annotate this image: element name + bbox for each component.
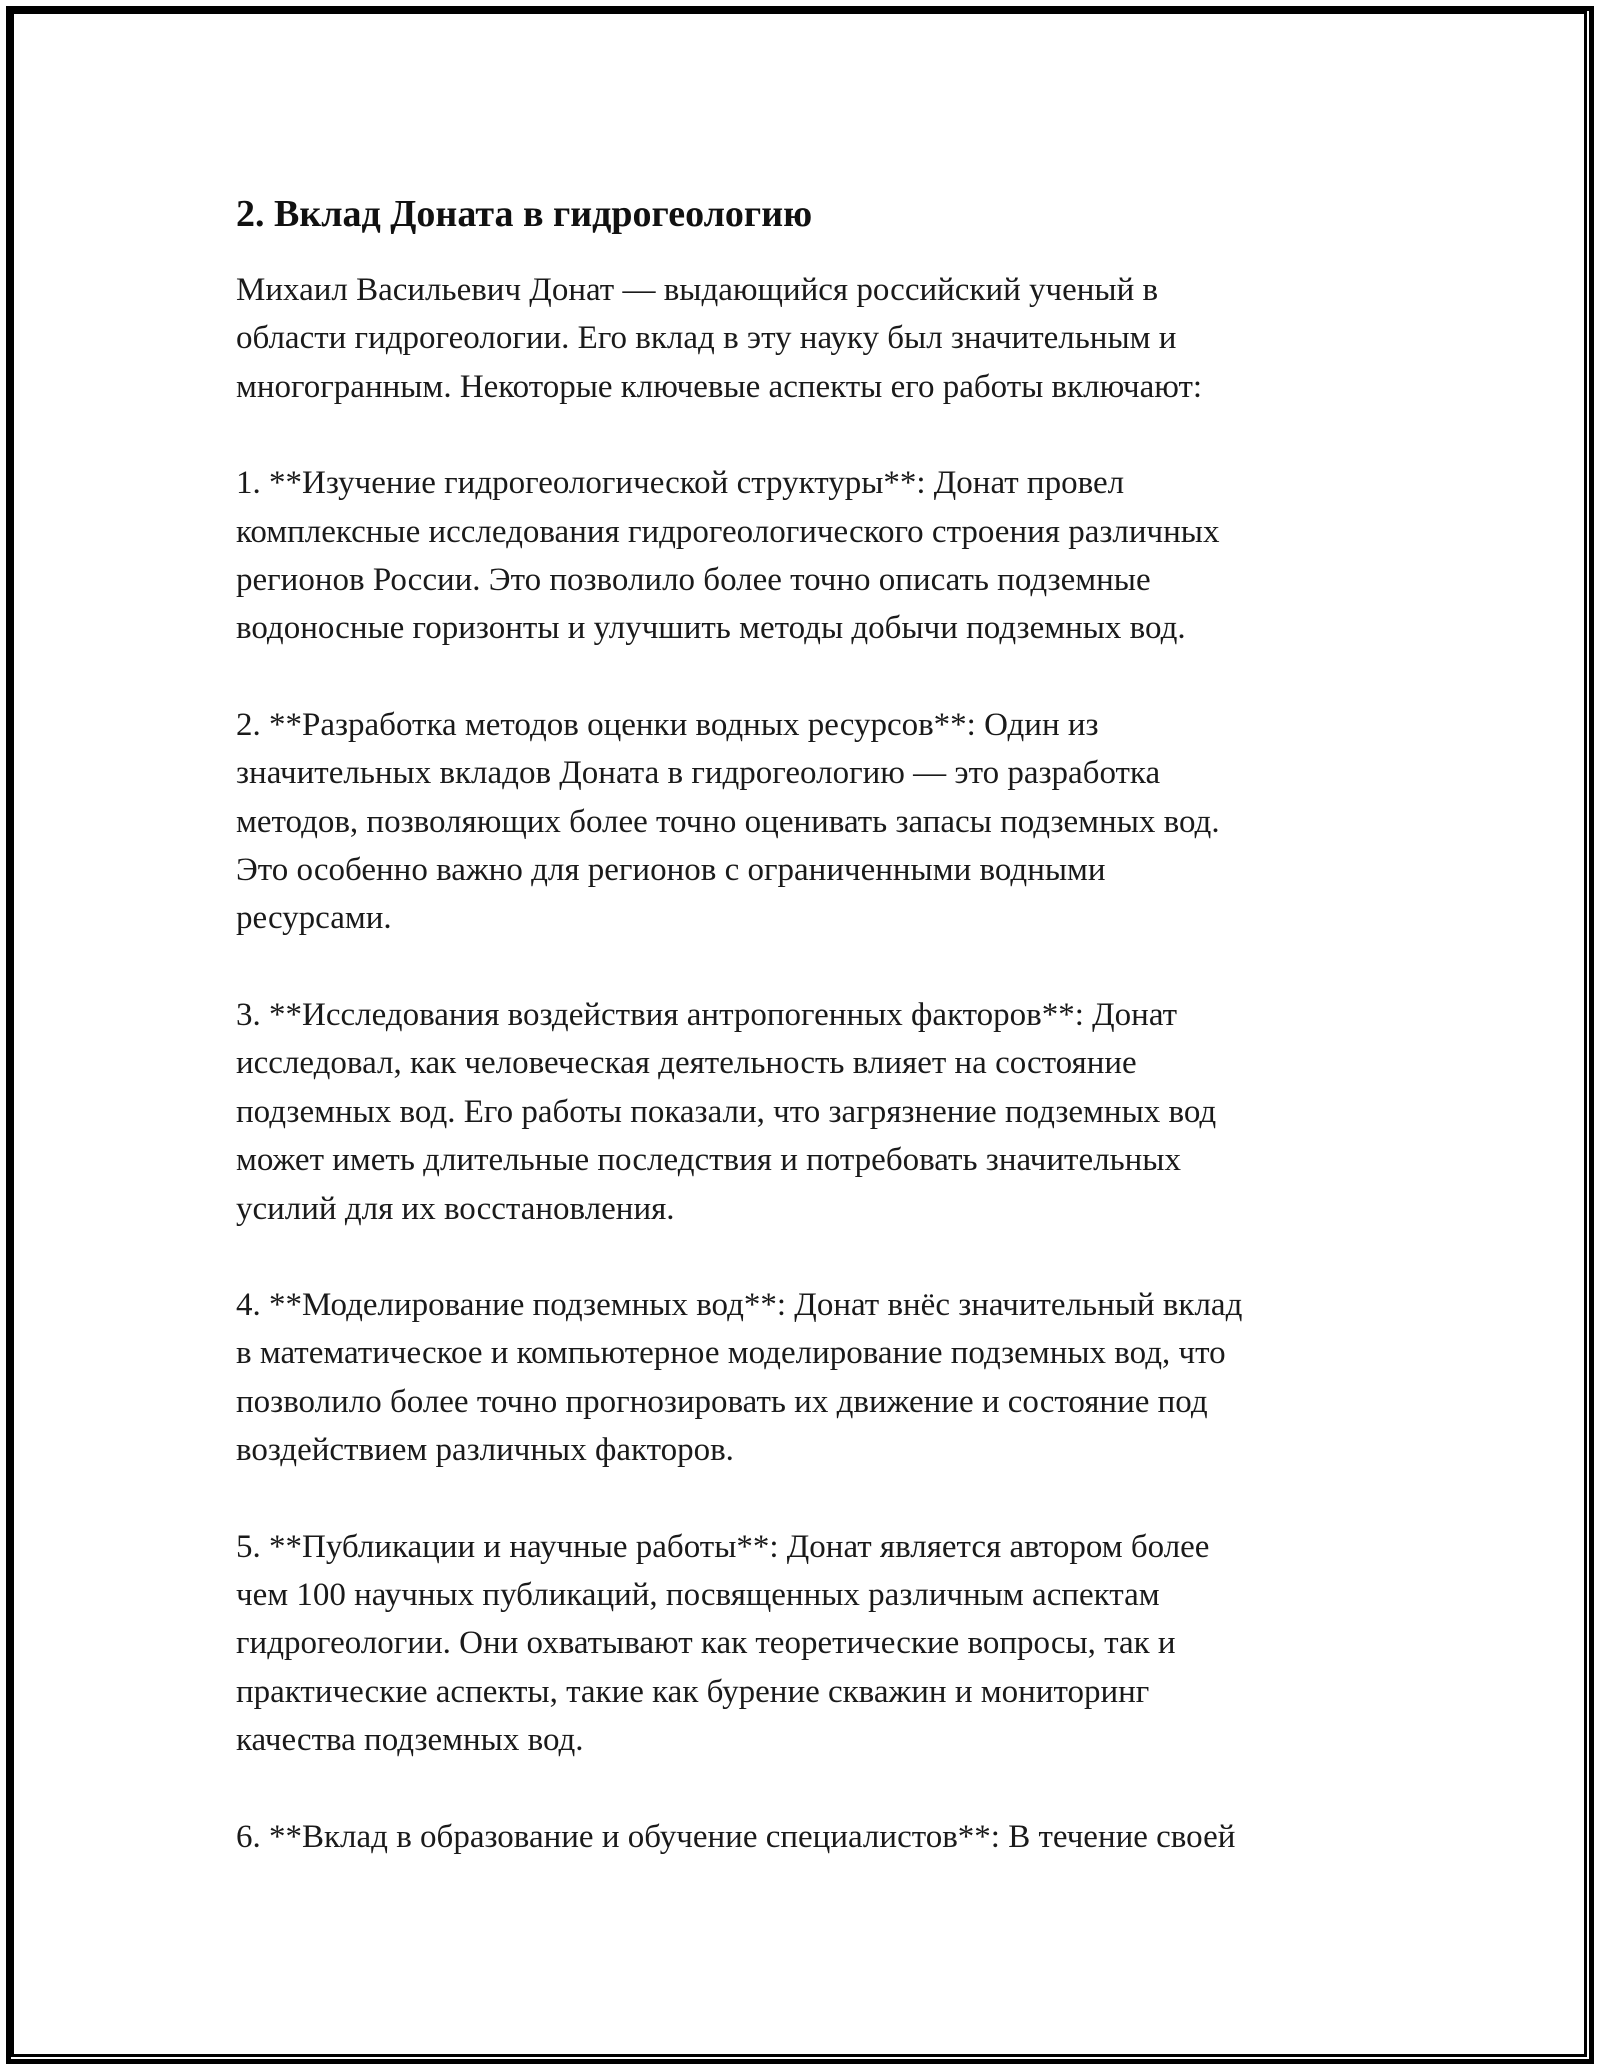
section-heading: 2. Вклад Доната в гидрогеологию <box>236 193 813 235</box>
text-line: значительных вкладов Доната в гидрогеологию — это разработка <box>236 755 1161 792</box>
text-line: воздействием различных факторов. <box>236 1432 734 1469</box>
text-line: Это особенно важно для регионов с ограниченными водными <box>236 852 1106 889</box>
text-line: в математическое и компьютерное моделирование подземных вод, что <box>236 1335 1226 1372</box>
list-item-4 <box>236 1281 1406 1475</box>
list-item-2 <box>236 701 1406 943</box>
text-line: усилий для их восстановления. <box>236 1190 675 1227</box>
text-line: подземных вод. Его работы показали, что загрязнение подземных вод <box>236 1093 1217 1130</box>
text-line: 5. **Публикации и научные работы**: Донат является автором более <box>236 1528 1210 1565</box>
list-item-6 <box>236 1813 1406 1861</box>
text-line: регионов России. Это позволило более точно описать подземные <box>236 562 1151 599</box>
text-line: 3. **Исследования воздействия антропогенных факторов**: Донат <box>236 996 1178 1033</box>
text-line: водоносные горизонты и улучшить методы добычи подземных вод. <box>236 610 1186 647</box>
text-line: методов, позволяющих более точно оценивать запасы подземных вод. <box>236 803 1220 840</box>
text-line: исследовал, как человеческая деятельность влияет на состояние <box>236 1045 1137 1082</box>
text-line: практические аспекты, такие как бурение скважин и мониторинг <box>236 1673 1150 1710</box>
list-item-3 <box>236 991 1406 1233</box>
text-line: ресурсами. <box>236 900 392 937</box>
intro-paragraph <box>236 266 1406 411</box>
text-line: качества подземных вод. <box>236 1722 584 1759</box>
text-line: Михаил Васильевич Донат — выдающийся российский ученый в <box>236 272 1159 308</box>
text-line: 2. **Разработка методов оценки водных ресурсов**: Один из <box>236 706 1099 743</box>
document-body <box>236 190 1406 1909</box>
text-line: может иметь длительные последствия и потребовать значительных <box>236 1142 1181 1179</box>
text-line: области гидрогеологии. Его вклад в эту науку был значительным и <box>236 320 1177 357</box>
text-line: чем 100 научных публикаций, посвященных различным аспектам <box>236 1576 1160 1613</box>
text-line: комплексные исследования гидрогеологического строения различных <box>236 513 1220 550</box>
text-line: 1. **Изучение гидрогеологической структуры**: Донат провел <box>236 465 1125 502</box>
text-line: 6. **Вклад в образование и обучение специалистов**: В течение своей <box>236 1818 1236 1855</box>
text-line: позволило более точно прогнозировать их движение и состояние под <box>236 1383 1208 1420</box>
text-line: многогранным. Некоторые ключевые аспекты его работы включают: <box>236 368 1203 405</box>
list-item-1 <box>236 459 1406 653</box>
list-item-5 <box>236 1523 1406 1765</box>
text-line: 4. **Моделирование подземных вод**: Донат внёс значительный вклад <box>236 1286 1243 1323</box>
text-line: гидрогеологии. Они охватывают как теоретические вопросы, так и <box>236 1625 1176 1662</box>
